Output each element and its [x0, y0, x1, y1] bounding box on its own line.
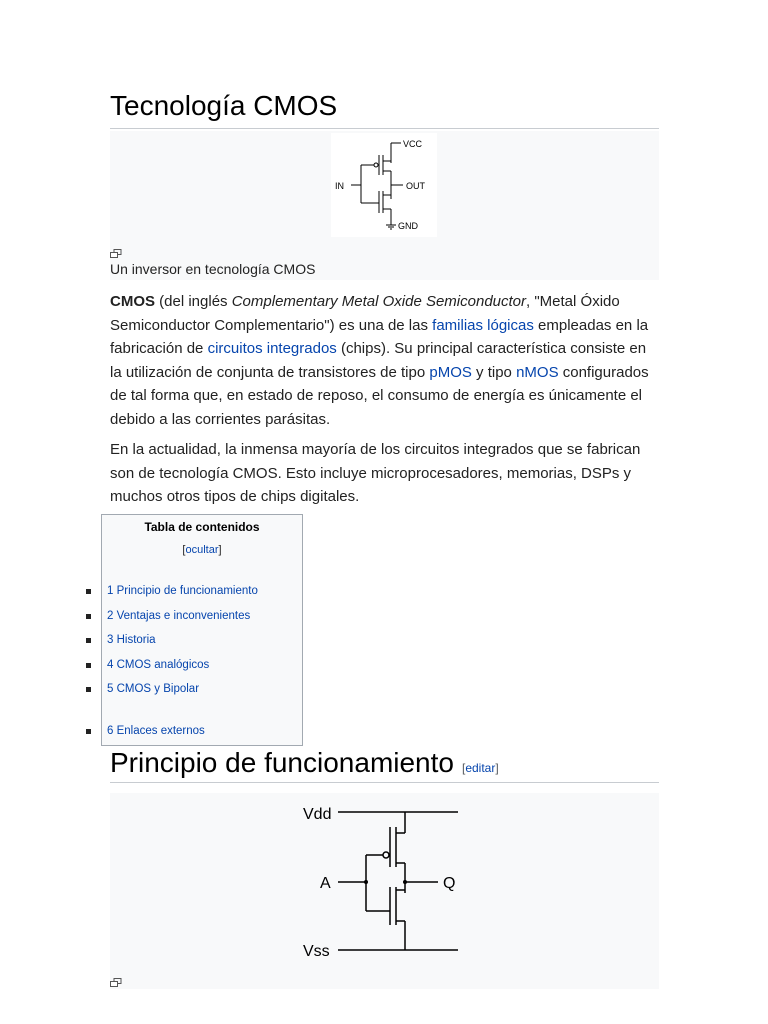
toc-toggle: [ocultar]: [182, 544, 222, 556]
toc-hide-button[interactable]: ocultar: [185, 544, 219, 556]
link-nmos[interactable]: nMOS: [516, 363, 559, 381]
link-familias-logicas[interactable]: familias lógicas: [432, 316, 534, 334]
a-label: A: [320, 875, 331, 892]
section-heading: [110, 744, 659, 783]
english-term: Complementary Metal Oxide Semiconductor: [231, 293, 527, 310]
section-title: Principio de funcionamiento: [110, 747, 454, 778]
bullet-icon: [86, 663, 91, 668]
cmos-inverter-diagram[interactable]: [331, 133, 437, 237]
link-circuitos-integrados[interactable]: circuitos integrados: [207, 340, 337, 357]
vdd-label: Vdd: [303, 806, 332, 823]
figure-cmos-schematic: [110, 793, 659, 989]
vcc-label: VCC: [403, 139, 423, 149]
out-label: OUT: [406, 181, 425, 191]
inverter-schematic: [331, 133, 437, 237]
bullet-icon: [86, 638, 91, 643]
cmos-schematic-diagram[interactable]: [110, 793, 659, 989]
table-of-contents: Tabla de contenidos [ocultar] 1 Principio de funcionamiento 2 Ventajas e inconvenientes 3 Historia 4 CMOS analógicos 5 CMOS y Bipolar 6 Enlaces externos: [101, 514, 303, 746]
figure-cmos-inverter: [110, 131, 659, 280]
q-label: Q: [443, 875, 456, 892]
edit-section-link[interactable]: editar: [465, 761, 496, 775]
figure-caption: Un inversor en tecnología CMOS: [110, 261, 316, 277]
magnify-icon[interactable]: [110, 978, 122, 987]
bullet-icon: [86, 614, 91, 619]
page-title: Tecnología CMOS: [110, 88, 659, 129]
edit-section: [editar]: [461, 761, 499, 775]
bullet-icon: [86, 729, 91, 734]
link-pmos[interactable]: pMOS: [429, 363, 472, 381]
intro-paragraph-2: En la actualidad, la inmensa mayoría de los circuitos integrados que se fabrican son de tecnología CMOS. Esto incluye microprocesadores, memorias, DSPs y muchos otros tipos de chips digitales.: [110, 441, 641, 505]
toc-title: Tabla de contenidos: [144, 520, 260, 534]
cmos-bold: CMOS: [110, 293, 155, 310]
bullet-icon: [86, 687, 91, 692]
bullet-icon: [86, 589, 91, 594]
vss-label: Vss: [303, 943, 330, 960]
in-label: IN: [335, 181, 344, 191]
magnify-icon[interactable]: [110, 249, 122, 258]
intro-paragraph-1: CMOS (del inglés Complementary Metal Oxide Semiconductor, "Metal Óxido Semiconductor Complementario") es una de las familias lógicas empleadas en la fabricación de circuitos integrados (chips). Su principal característica consiste en la utilización de conjunta de transistores de tipo pMOS y tipo nMOS configurados de tal forma que, en estado de reposo, el consumo de energía es únicamente el debido a las corrientes parásitas.: [110, 293, 649, 428]
gnd-label: GND: [398, 221, 418, 231]
